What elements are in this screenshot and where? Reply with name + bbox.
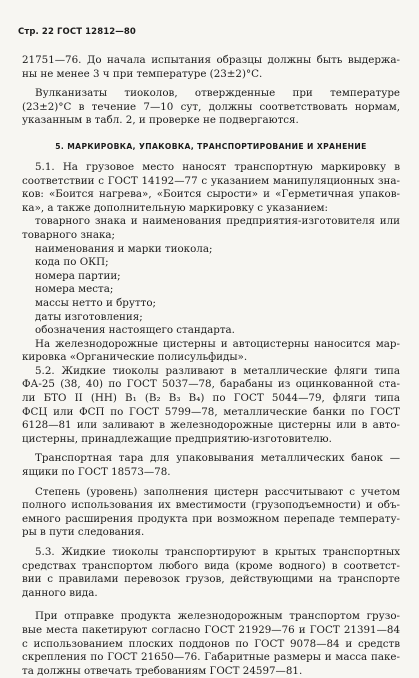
text-line: скрепления по ГОСТ 21650—76. Габаритные размеры и масса паке- [22,651,400,664]
text-line: соответствии с ГОСТ 14192—77 с указанием манипуляционных зна- [22,174,400,187]
text-line: полного использования их вместимости (грузоподъемности) и объ- [22,499,400,512]
page-header: Стр. 22 ГОСТ 12812—80 [18,27,136,37]
text-line: ка», а также дополнительную маркировку с указанием: [22,201,329,214]
text-line: ли БТО II (НН) В₁ (В₂ В₃ В₄) по ГОСТ 5044—79, фляги типа [22,392,400,405]
text-line: обозначения настоящего стандарта. [35,324,235,337]
text-line: Транспортная тара для упаковывания металлических банок — [35,452,400,465]
text-line: данного вида. [22,586,98,599]
text-line: наименования и марки тиокола; [35,242,213,255]
text-line: емного расширения продукта при возможном перепаде температу- [22,512,400,525]
text-line: 21751—76. До начала испытания образцы должны быть выдержа- [22,54,400,66]
text-line: средствах транспортом любого вида (кроме водного) в соответст- [22,559,400,572]
text-line: ФА-25 (38, 40) по ГОСТ 5037—78, барабаны из оцинкованной ста- [22,378,400,391]
text-line: Вулканизаты тиоколов, отвержденные при температуре [35,87,400,100]
text-line: номера партии; [35,269,121,282]
text-line: номера места; [35,283,114,296]
text-line: Степень (уровень) заполнения цистерн рассчитывают с учетом [35,485,400,498]
text-line: На железнодорожные цистерны и автоцистерны наносится мар- [35,337,400,350]
text-line: даты изготовления; [35,310,143,323]
text-line: товарного знака и наименования предприятия-изготовителя или [35,215,400,228]
text-line: 5.1. На грузовое место наносят транспортную маркировку в [35,160,400,173]
text-line: цистерны, принадлежащие предприятию-изготовителю. [22,432,332,445]
text-line: вые места пакетируют согласно ГОСТ 21929—76 и ГОСТ 21391—84 [22,623,400,636]
text-line: 6128—81 или заливают в железнодорожные цистерны или в авто- [22,419,400,432]
paragraph-gap [22,600,400,610]
text-line: с использованием плоских поддонов по ГОСТ 9078—84 и средств [22,637,400,650]
text-line: 5.2. Жидкие тиоколы разливают в металлические фляги типа [35,364,400,377]
text-line: вии с правилами перевозок грузов, действующими на транспорте [22,573,400,586]
document-body [22,54,400,678]
text-line: та должны отвечать требованиям ГОСТ 24597—81. [22,664,303,677]
text-line: кода по ОКП; [35,256,109,269]
text-line: ны не менее 3 ч при температуре (23±2)°С. [22,67,263,80]
text-line: указанным в табл. 2, и проверке не подвергаются. [22,114,299,127]
text-line: ФСЦ или ФСП по ГОСТ 5799—78, металлические банки по ГОСТ [22,405,400,418]
section-title: 5. МАРКИРОВКА, УПАКОВКА, ТРАНСПОРТИРОВАНИЕ И ХРАНЕНИЕ [55,141,367,151]
text-line: ры в пути следования. [22,526,145,539]
text-line: массы нетто и брутто; [35,296,157,309]
text-line: ящики по ГОСТ 18573—78. [22,466,171,479]
text-line: кировка «Органические полисульфиды». [22,351,248,364]
text-line: (23±2)°С в течение 7—10 сут, должны соответствовать нормам, [22,100,400,113]
text-line: ков: «Боится нагрева», «Боится сырости» и «Герметичная упаков- [22,188,400,201]
text-line: 5.3. Жидкие тиоколы транспортируют в крытых транспортных [35,546,400,558]
text-line: При отправке продукта железнодорожным транспортом грузо- [35,610,400,623]
text-line: товарного знака; [22,228,116,241]
